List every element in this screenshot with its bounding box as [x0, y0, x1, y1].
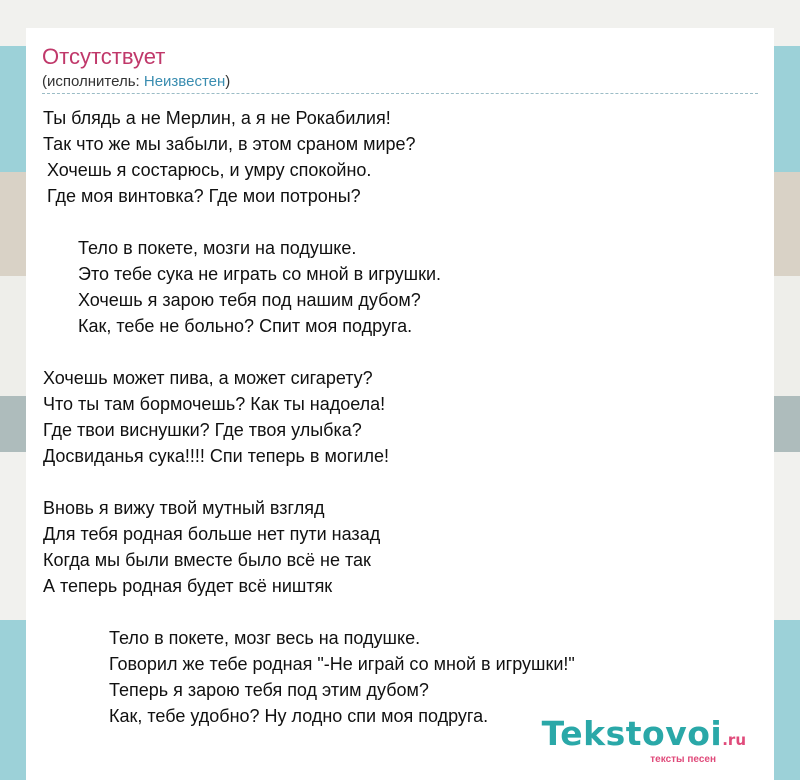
song-title: Отсутствует	[42, 44, 166, 69]
lyric-line: Так что же мы забыли, в этом сраном мире?	[43, 134, 416, 154]
lyric-line: Это тебе сука не играть со мной в игрушки.	[78, 264, 442, 284]
lyric-line: Как, тебе удобно? Ну лодно спи моя подруга.	[109, 706, 489, 726]
artist-prefix: (исполнитель:	[42, 73, 144, 90]
lyric-line: Ты блядь а не Мерлин, а я не Рокабилия!	[43, 108, 391, 128]
logo-wordmark	[542, 716, 746, 758]
lyric-line: А теперь родная будет всё ништяк	[43, 576, 333, 596]
lyric-line: Что ты там бормочешь? Как ты надоела!	[43, 394, 386, 414]
lyric-line: Вновь я вижу твой мутный взгляд	[43, 498, 325, 518]
logo-tagline: тексты песен	[650, 754, 716, 765]
lyrics-text	[43, 105, 763, 729]
lyric-line: Где моя винтовка? Где мои потроны?	[47, 186, 361, 206]
artist-link[interactable]: Неизвестен	[143, 73, 226, 90]
logo-tld: .ru	[722, 731, 746, 749]
lyric-line: Тело в покете, мозги на подушке.	[78, 238, 357, 258]
lyric-line: Хочешь я зарою тебя под нашим дубом?	[78, 290, 421, 310]
lyric-line: Хочешь я состарюсь, и умру спокойно.	[47, 160, 372, 180]
title-divider	[42, 93, 758, 94]
lyric-line: Где твои виснушки? Где твоя улыбка?	[43, 420, 362, 440]
lyric-line: Когда мы были вместе было всё не так	[43, 550, 371, 570]
site-logo[interactable]	[542, 716, 746, 765]
lyrics-card	[26, 28, 774, 780]
stanza-gap	[43, 209, 763, 235]
stanza-gap	[43, 469, 763, 495]
artist-suffix: )	[225, 73, 231, 90]
lyric-line: Для тебя родная больше нет пути назад	[43, 524, 381, 544]
lyric-line: Досвиданья сука!!!! Спи теперь в могиле!	[43, 446, 389, 466]
lyric-line: Теперь я зарою тебя под этим дубом?	[109, 680, 429, 700]
stanza-gap	[43, 339, 763, 365]
stanza-gap	[43, 599, 763, 625]
lyric-line: Говорил же тебе родная "-Не играй со мной в игрушки!"	[109, 654, 575, 674]
artist-info	[42, 72, 230, 92]
logo-name: Tekstovoi	[541, 714, 723, 753]
lyric-line: Тело в покете, мозг весь на подушке.	[109, 628, 421, 648]
lyric-line: Хочешь может пива, а может сигарету?	[43, 368, 373, 388]
lyric-line: Как, тебе не больно? Спит моя подруга.	[78, 316, 413, 336]
